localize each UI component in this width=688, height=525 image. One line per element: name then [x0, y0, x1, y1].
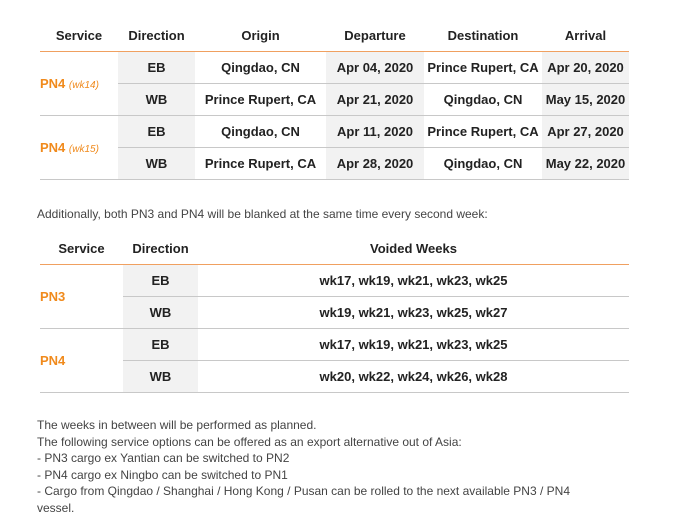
note-line: - Cargo from Qingdao / Shanghai / Hong Kong / Pusan can be rolled to the next available PN3 / PN4 [37, 484, 570, 498]
header-departure: Departure [326, 20, 424, 52]
origin-cell: Qingdao, CN [195, 116, 326, 148]
header-direction: Direction [118, 20, 195, 52]
departure-cell: Apr 04, 2020 [326, 52, 424, 84]
note-line: vessel. [37, 500, 75, 515]
table-row [40, 265, 629, 297]
direction-cell: EB [118, 116, 195, 148]
header-service: Service [40, 20, 118, 52]
header-service: Service [40, 233, 123, 265]
schedule-header-row [40, 20, 629, 52]
table-row [40, 297, 629, 329]
voided-weeks-cell: wk17, wk19, wk21, wk23, wk25 [198, 265, 629, 297]
note-line: The following service options can be offered as an export alternative out of Asia: [37, 434, 462, 449]
service-cell [40, 116, 118, 180]
note-line: - PN4 cargo ex Ningbo can be switched to PN1 [37, 467, 288, 482]
direction-cell: WB [123, 297, 198, 329]
direction-cell: EB [123, 265, 198, 297]
service-name: PN4 [40, 140, 66, 155]
header-origin: Origin [195, 20, 326, 52]
direction-cell: WB [118, 84, 195, 116]
service-cell [40, 52, 118, 116]
blanking-note: Additionally, both PN3 and PN4 will be blanked at the same time every second week: [37, 207, 488, 221]
origin-cell: Prince Rupert, CA [195, 148, 326, 180]
direction-cell: WB [118, 148, 195, 180]
arrival-cell: May 22, 2020 [542, 148, 629, 180]
voided-header-row [40, 233, 629, 265]
table-row [40, 329, 629, 361]
destination-cell: Prince Rupert, CA [424, 116, 542, 148]
departure-cell: Apr 21, 2020 [326, 84, 424, 116]
table-row [40, 84, 629, 116]
service-cell: PN4 [40, 329, 123, 393]
table-row [40, 116, 629, 148]
direction-cell: EB [118, 52, 195, 84]
table-row [40, 361, 629, 393]
table-row [40, 148, 629, 180]
voided-weeks-table [40, 233, 629, 393]
header-destination: Destination [424, 20, 542, 52]
departure-cell: Apr 28, 2020 [326, 148, 424, 180]
table-row [40, 52, 629, 84]
header-arrival: Arrival [542, 20, 629, 52]
departure-cell: Apr 11, 2020 [326, 116, 424, 148]
direction-cell: WB [123, 361, 198, 393]
schedule-table [40, 20, 629, 180]
direction-cell: EB [123, 329, 198, 361]
service-week: (wk15) [68, 144, 99, 155]
arrival-cell: Apr 20, 2020 [542, 52, 629, 84]
arrival-cell: Apr 27, 2020 [542, 116, 629, 148]
notes-block [37, 417, 657, 516]
note-line: - PN3 cargo ex Yantian can be switched to PN2 [37, 451, 290, 465]
destination-cell: Qingdao, CN [424, 148, 542, 180]
note-line: The weeks in between will be performed as planned. [37, 418, 317, 432]
arrival-cell: May 15, 2020 [542, 84, 629, 116]
service-cell: PN3 [40, 265, 123, 329]
voided-weeks-cell: wk17, wk19, wk21, wk23, wk25 [198, 329, 629, 361]
destination-cell: Prince Rupert, CA [424, 52, 542, 84]
header-direction: Direction [123, 233, 198, 265]
voided-weeks-cell: wk20, wk22, wk24, wk26, wk28 [198, 361, 629, 393]
voided-weeks-cell: wk19, wk21, wk23, wk25, wk27 [198, 297, 629, 329]
origin-cell: Prince Rupert, CA [195, 84, 326, 116]
service-week: (wk14) [68, 80, 99, 91]
origin-cell: Qingdao, CN [195, 52, 326, 84]
service-name: PN4 [40, 76, 66, 91]
destination-cell: Qingdao, CN [424, 84, 542, 116]
header-voided-weeks: Voided Weeks [198, 233, 629, 265]
